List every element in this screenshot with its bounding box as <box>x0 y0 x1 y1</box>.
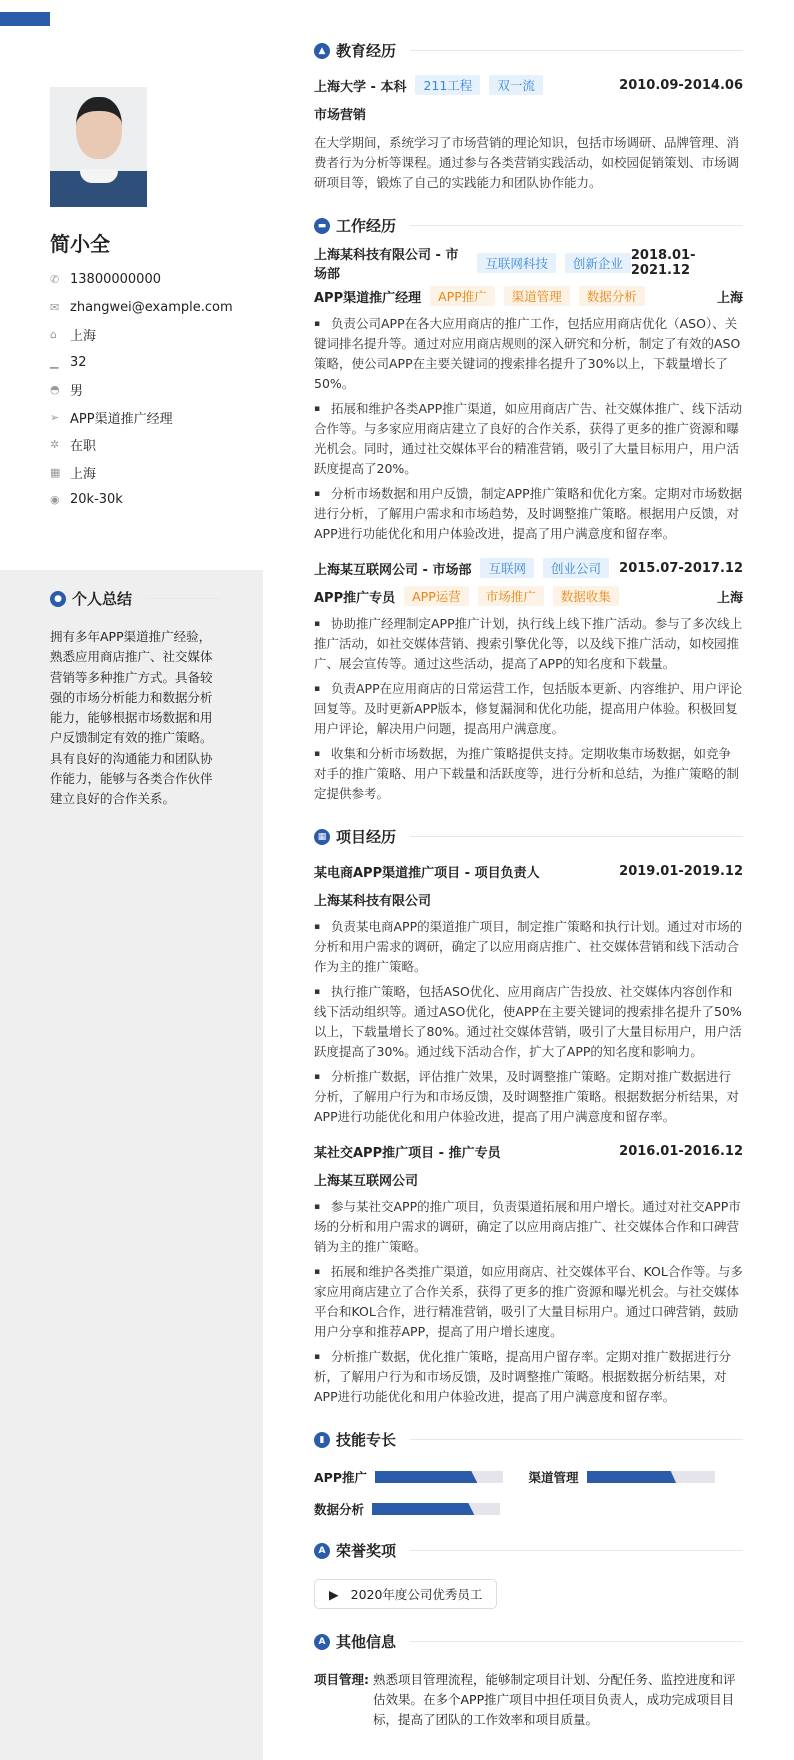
company: 上海某科技有限公司 <box>314 893 432 909</box>
date: 2010.09-2014.06 <box>619 77 743 93</box>
summary-section <box>50 588 220 810</box>
company: 上海某互联网公司 <box>314 1173 419 1189</box>
honors-section <box>314 1540 743 1609</box>
education-desc: 在大学期间，系统学习了市场营销的理论知识，包括市场调研、品牌管理、消费者行为分析等课程。通过参与各类营销实践活动，如校园促销策划、市场调研项目等，锻炼了自己的实践能力和团队协作能力。 <box>314 135 740 190</box>
project-entry <box>314 1137 743 1407</box>
grid-icon: ▦ <box>314 829 330 845</box>
summary-text: 拥有多年APP渠道推广经验，熟悉应用商店推广、社交媒体营销等多种推广方式。具备较强的市场分析能力和数据分析能力，能够根据市场数据和用户反馈制定有效的推广策略。具有良好的沟通能力和团队协作能力，能够与各类合作伙伴建立良好的合作关系。 <box>50 629 213 807</box>
tag: 创业公司 <box>543 558 609 578</box>
company: 上海某互联网公司 - 市场部 <box>314 562 472 578</box>
list-item: ▪ 负责APP在应用商店的日常运营工作，包括版本更新、内容维护、用户评论回复等。及时更新APP版本，修复漏洞和优化功能，提高用户体验。积极回复用户评论，解决用户问题，提高用户满意度。 <box>314 679 743 739</box>
skill-bar-fill <box>587 1471 677 1483</box>
project-entry <box>314 857 743 1127</box>
list-item: ▪ 收集和分析市场数据，为推广策略提供支持。定期收集市场数据，如竞争对手的推广策略、用户下载量和活跃度等，进行分析和总结，为推广策略的制定提供参考。 <box>314 744 743 804</box>
email: zhangwei@example.com <box>70 299 233 315</box>
city: 上海 <box>716 590 743 606</box>
mail-icon: ✉ <box>50 300 60 314</box>
list-item: ▪ 分析市场数据和用户反馈，制定APP推广策略和优化方案。定期对市场数据进行分析，了解用户需求和市场趋势，及时调整推广策略。根据用户反馈，对APP进行功能优化和用户体验改进，提高了用户满意度和留存率。 <box>314 484 743 544</box>
salary: 20k-30k <box>70 492 123 508</box>
major: 市场营销 <box>314 107 367 123</box>
tag: 双一流 <box>489 75 543 95</box>
tag: APP运营 <box>404 586 469 606</box>
project-name: 某电商APP渠道推广项目 - 项目负责人 <box>314 865 540 881</box>
date: 2018.01-2021.12 <box>630 248 696 278</box>
tag: 创新企业 <box>565 253 631 273</box>
section-title: 项目经历 <box>336 828 397 846</box>
tag: 数据收集 <box>553 586 619 606</box>
list-item: ▪ 执行推广策略，包括ASO优化、应用商店广告投放、社交媒体内容创作和线下活动组织等。通过ASO优化，使APP在主要关键词的搜索排名提升了50%以上，下载量增长了80%。通过社交媒体营销，吸引了大量目标用户，用户活跃度提高了30%。通过线下活动合作，扩大了APP的知名度和影响力。 <box>314 982 743 1062</box>
skill-item: 数据分析 <box>314 1500 529 1518</box>
city: 上海 <box>716 290 743 306</box>
section-title: 个人总结 <box>72 590 133 608</box>
projects-section <box>314 826 743 1407</box>
date: 2016.01-2016.12 <box>619 1143 743 1159</box>
age: 32 <box>70 354 87 370</box>
other-label: 项目管理: <box>314 1672 369 1687</box>
role: APP推广专员 <box>314 590 396 606</box>
candidate-name: 简小全 <box>50 232 110 256</box>
bar-chart-icon: ▮ <box>314 1432 330 1448</box>
location-row <box>50 321 233 349</box>
list-item: ▪ 分析推广数据，评估推广效果，及时调整推广策略。定期对推广数据进行分析，了解用户行为和市场反馈，及时调整推广策略。根据数据分析结果，对APP进行功能优化和用户体验改进，提高了用户满意度和留存率。 <box>314 1067 743 1127</box>
phone: 13800000000 <box>70 272 161 288</box>
list-item: ▪ 协助推广经理制定APP推广计划，执行线上线下推广活动。参与了多次线上推广活动，如社交媒体营销、搜索引擎优化等，以及线下推广活动，如校园推广、展会宣传等。通过这些活动，提高了APP的知名度和下载量。 <box>314 614 743 674</box>
user-icon: ● <box>50 591 66 607</box>
list-item: ▪ 负责某电商APP的渠道推广项目，制定推广策略和执行计划。通过对市场的分析和用户需求的调研，确定了以应用商店推广、社交媒体营销和线下活动合作为主的推广策略。 <box>314 917 743 977</box>
main-column <box>314 0 743 1760</box>
send-icon: ➢ <box>50 410 60 424</box>
home-icon: ⌂ <box>50 328 57 342</box>
salary-row <box>50 486 233 514</box>
avatar-photo <box>50 87 147 207</box>
triangle-right-icon: ▶ <box>329 1586 339 1602</box>
location: 上海 <box>70 329 97 345</box>
date: 2015.07-2017.12 <box>619 560 743 576</box>
info-icon: A <box>314 1634 330 1650</box>
project-name: 某社交APP推广项目 - 推广专员 <box>314 1145 501 1161</box>
tag: APP推广 <box>430 286 495 306</box>
skill-bar-fill <box>372 1503 474 1515</box>
status: 在职 <box>70 439 97 455</box>
gender: 男 <box>70 384 84 400</box>
status-icon: ✲ <box>50 438 60 452</box>
tag: 市场推广 <box>478 586 544 606</box>
list-item: ▪ 分析推广数据，优化推广策略，提高用户留存率。定期对推广数据进行分析，了解用户行为和市场反馈，及时调整推广策略。根据数据分析结果，对APP进行功能优化和用户体验改进，提高了用户满意度和留存率。 <box>314 1347 743 1407</box>
skill-item: APP推广 <box>314 1468 529 1486</box>
phone-row <box>50 266 233 294</box>
section-title: 教育经历 <box>336 42 397 60</box>
gender-row <box>50 376 233 404</box>
tag: 数据分析 <box>579 286 645 306</box>
job-entry <box>314 244 743 544</box>
position-row <box>50 404 233 432</box>
date: 2019.01-2019.12 <box>619 863 743 879</box>
skills-section <box>314 1429 743 1518</box>
city-row <box>50 459 233 487</box>
skill-item: 渠道管理 <box>529 1468 744 1486</box>
section-title: 工作经历 <box>336 217 397 235</box>
graduation-cap-icon: ▲ <box>314 43 330 59</box>
city: 上海 <box>70 466 97 482</box>
education-section <box>314 40 743 193</box>
skill-bar-fill <box>375 1471 477 1483</box>
coin-icon: ◉ <box>50 493 60 507</box>
list-item: ▪ 拓展和维护各类推广渠道，如应用商店、社交媒体平台、KOL合作等。与多家应用商店建立了合作关系，获得了更多的推广资源和曝光机会。与社交媒体平台和KOL合作，进行精准营销，吸引了大量目标用户。通过口碑营销，鼓励用户分享和推荐APP，提高了用户增长速度。 <box>314 1262 743 1342</box>
accent-bar <box>0 12 50 26</box>
role: APP渠道推广经理 <box>314 290 422 306</box>
age-row <box>50 349 233 377</box>
briefcase-icon: ▬ <box>314 218 330 234</box>
email-row <box>50 294 233 322</box>
person-icon: ◓ <box>50 383 60 397</box>
list-item: ▪ 拓展和维护各类APP推广渠道，如应用商店广告、社交媒体推广、线下活动合作等。与多家应用商店建立了良好的合作关系，获得了更多的推广资源和曝光机会。同时，通过社交媒体平台的精准营销，吸引了大量目标用户，用户活跃度提高了20%。 <box>314 399 743 479</box>
other-text: 熟悉项目管理流程，能够制定项目计划、分配任务、监控进度和评估效果。在多个APP推广项目中担任项目负责人，成功完成项目目标，提高了团队的工作效率和项目质量。 <box>373 1672 736 1727</box>
other-section <box>314 1631 743 1730</box>
phone-icon: ✆ <box>50 273 60 287</box>
status-row <box>50 431 233 459</box>
tag: 渠道管理 <box>504 286 570 306</box>
school: 上海大学 - 本科 <box>314 79 407 95</box>
award-item[interactable]: ▶ 2020年度公司优秀员工 <box>314 1579 497 1609</box>
position: APP渠道推广经理 <box>70 411 173 427</box>
section-title: 其他信息 <box>336 1633 397 1651</box>
company: 上海某科技有限公司 - 市场部 <box>314 248 459 282</box>
section-title: 技能专长 <box>336 1431 397 1449</box>
list-item: ▪ 负责公司APP在各大应用商店的推广工作，包括应用商店优化（ASO）、关键词排名提升等。通过对应用商店规则的深入研究和分析，制定了有效的ASO策略，使公司APP在主要关键词的搜索排名提升了30%以上，下载量增长了50%。 <box>314 314 743 394</box>
award-icon: A <box>314 1543 330 1559</box>
list-item: ▪ 参与某社交APP的推广项目，负责渠道拓展和用户增长。通过对社交APP市场的分析和用户需求的调研，确定了以应用商店推广、社交媒体合作和口碑营销为主的推广策略。 <box>314 1197 743 1257</box>
tag: 互联网 <box>480 558 534 578</box>
cake-icon: ▁ <box>50 355 59 369</box>
contact-info <box>50 266 233 514</box>
job-entry <box>314 554 743 804</box>
work-section <box>314 215 743 804</box>
tag: 互联网科技 <box>477 253 556 273</box>
building-icon: ▦ <box>50 465 61 479</box>
tag: 211工程 <box>415 75 480 95</box>
section-title: 荣誉奖项 <box>336 1542 397 1560</box>
